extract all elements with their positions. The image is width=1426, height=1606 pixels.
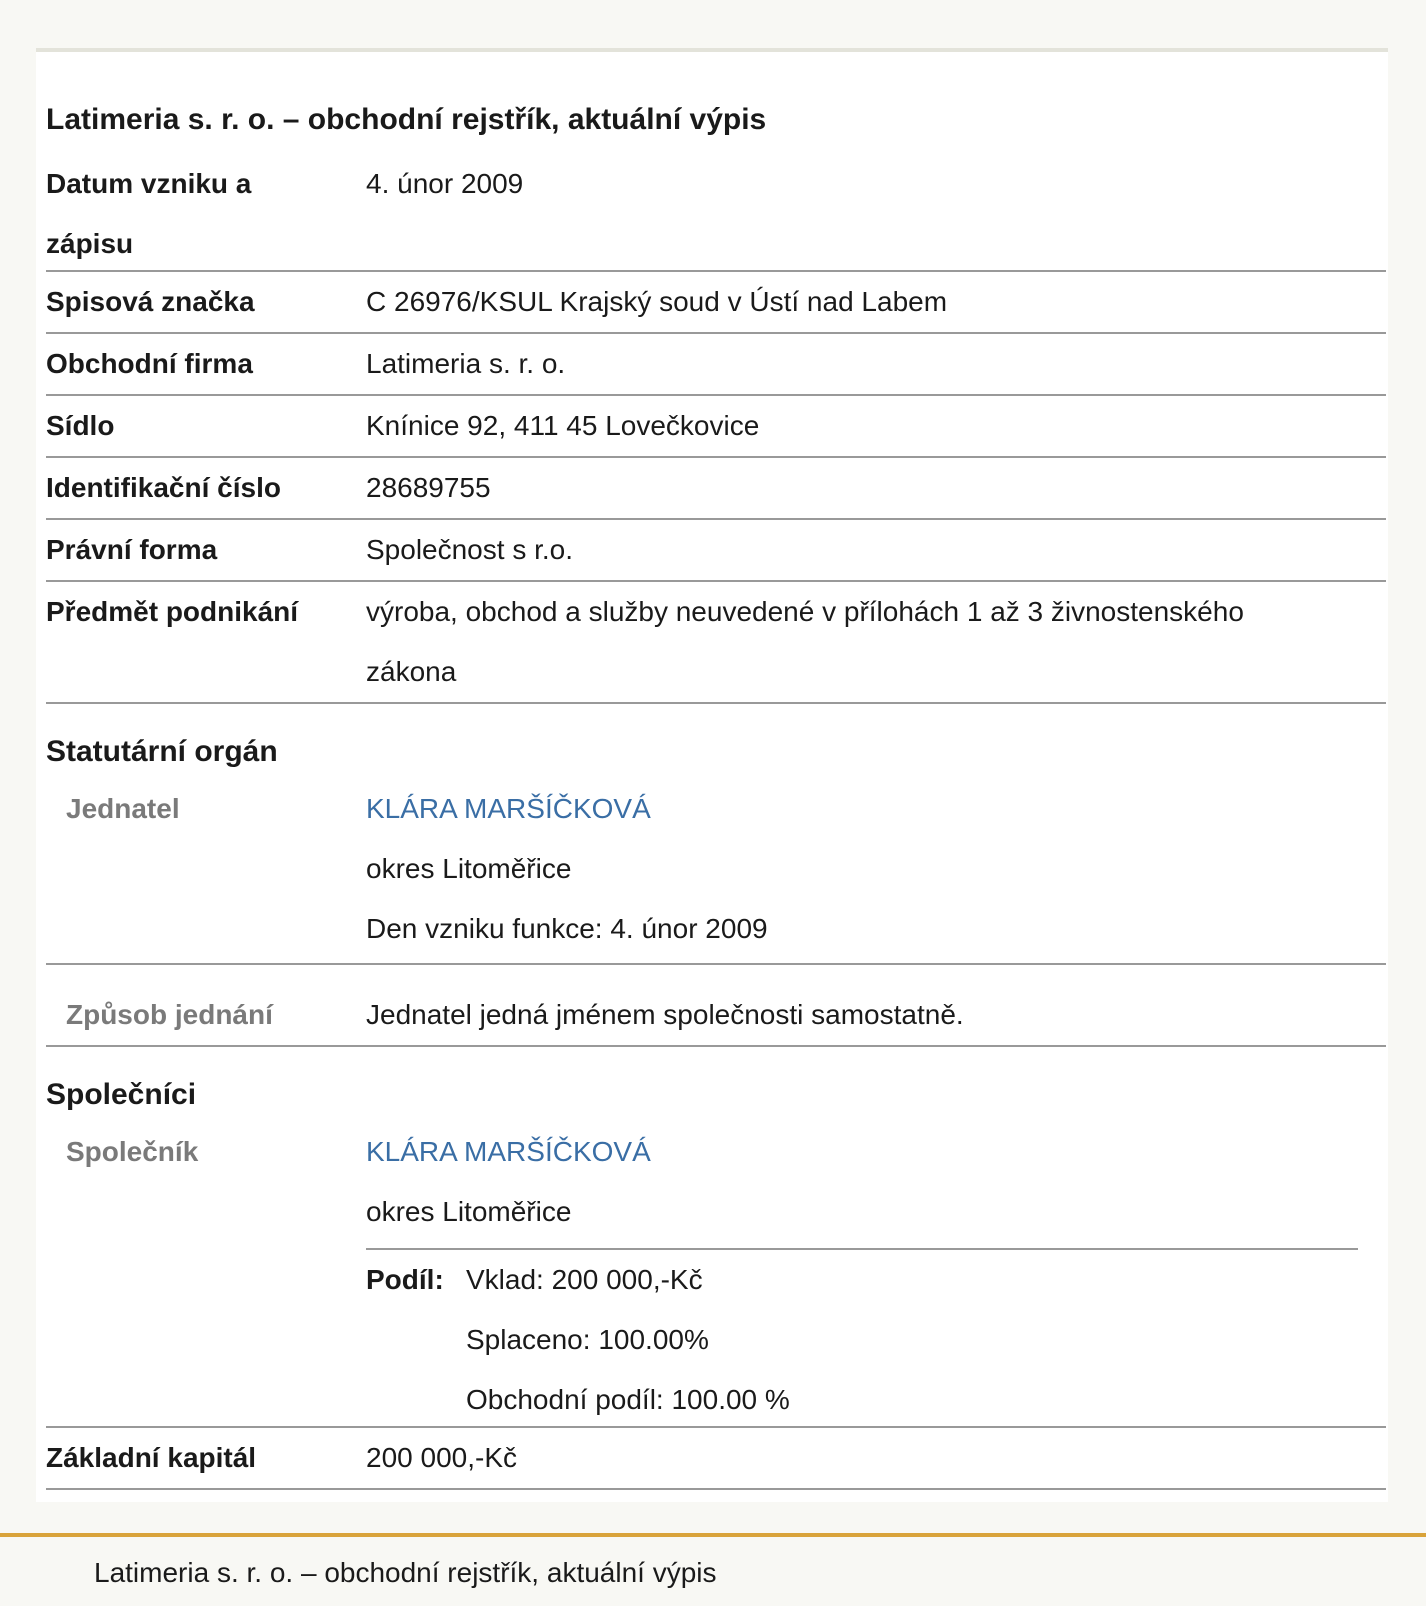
share-label: Podíl: <box>366 1264 444 1295</box>
section-statutarni-organ: Statutární orgán <box>46 735 278 768</box>
value-zakladni-kapital: 200 000,-Kč <box>366 1442 517 1473</box>
value-identifikacni-cislo: 28689755 <box>366 472 491 503</box>
value-predmet-line1: výroba, obchod a služby neuvedené v přílohách 1 až 3 živnostenského <box>366 596 1244 627</box>
value-jednatel <box>366 779 1376 959</box>
label-sidlo: Sídlo <box>46 410 115 441</box>
label-pravni-forma: Právní forma <box>46 534 218 565</box>
row-spisova-znacka <box>46 272 1386 334</box>
value-predmet-line2: zákona <box>366 656 457 687</box>
section-spolecnici: Společníci <box>46 1078 197 1111</box>
label-obchodni-firma: Obchodní firma <box>46 348 253 379</box>
jednatel-district: okres Litoměřice <box>366 853 572 884</box>
register-card <box>36 48 1388 1502</box>
value-spisova-znacka: C 26976/KSUL Krajský soud v Ústí nad Labem <box>366 286 948 317</box>
row-pravni-forma <box>46 520 1386 582</box>
share-obchodni-podil: Obchodní podíl: 100.00 % <box>466 1384 790 1415</box>
label-spisova-znacka: Spisová značka <box>46 286 255 317</box>
value-datum-vzniku: 4. únor 2009 <box>366 168 524 199</box>
label-jednatel: Jednatel <box>66 793 180 824</box>
label-zakladni-kapital: Základní kapitál <box>46 1442 257 1473</box>
label-predmet-podnikani: Předmět podnikání <box>46 596 299 627</box>
label-datum-line2: zápisu <box>46 228 134 259</box>
label-identifikacni-cislo: Identifikační číslo <box>46 472 281 503</box>
value-pravni-forma: Společnost s r.o. <box>366 534 574 565</box>
jednatel-name-link[interactable]: KLÁRA MARŠÍČKOVÁ <box>366 793 651 824</box>
share-vklad: Vklad: 200 000,-Kč <box>466 1264 703 1295</box>
row-predmet-podnikani <box>46 582 1386 704</box>
row-spolecnik <box>46 1122 1386 1428</box>
label-zpusob-jednani: Způsob jednání <box>66 999 273 1030</box>
row-sidlo <box>46 396 1386 458</box>
value-zpusob-jednani: Jednatel jedná jménem společnosti samostatně. <box>366 999 964 1030</box>
row-zakladni-kapital <box>46 1428 1386 1490</box>
label-datum-vzniku <box>46 154 346 274</box>
label-spolecnik: Společník <box>66 1136 199 1167</box>
row-obchodni-firma <box>46 334 1386 396</box>
value-spolecnik <box>366 1122 1376 1242</box>
footer-title: Latimeria s. r. o. – obchodní rejstřík, aktuální výpis <box>94 1557 717 1588</box>
spolecnik-district: okres Litoměřice <box>366 1196 572 1227</box>
row-datum-vzniku <box>46 154 1386 272</box>
spolecnik-name-link[interactable]: KLÁRA MARŠÍČKOVÁ <box>366 1136 651 1167</box>
share-values <box>466 1250 790 1430</box>
value-sidlo: Knínice 92, 411 45 Lovečkovice <box>366 410 760 441</box>
share-splaceno: Splaceno: 100.00% <box>466 1324 709 1355</box>
row-zpusob-jednani <box>46 965 1386 1047</box>
jednatel-since: Den vzniku funkce: 4. únor 2009 <box>366 913 768 944</box>
value-obchodni-firma: Latimeria s. r. o. <box>366 348 566 379</box>
page-title: Latimeria s. r. o. – obchodní rejstřík, aktuální výpis <box>46 103 767 136</box>
footer-accent-bar <box>0 1533 1426 1537</box>
row-identifikacni-cislo <box>46 458 1386 520</box>
row-jednatel <box>46 779 1386 965</box>
value-predmet-podnikani <box>366 582 1376 702</box>
label-datum-line1: Datum vzniku a <box>46 168 252 199</box>
